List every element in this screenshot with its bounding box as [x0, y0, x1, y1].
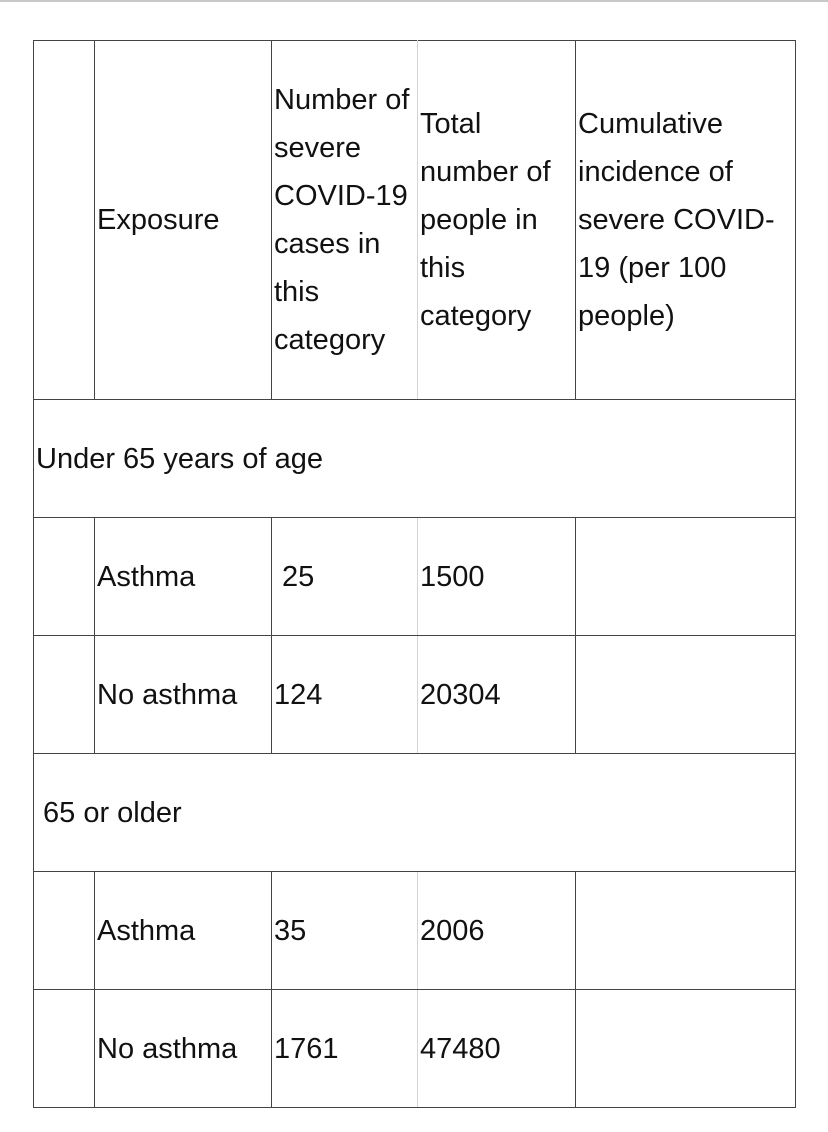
- incidence-cell: [576, 518, 796, 636]
- incidence-cell: [576, 636, 796, 754]
- header-cumulative-incidence: Cumulative incidence of severe COVID-19 (per 100 people): [576, 41, 796, 400]
- table-row: [34, 990, 796, 1108]
- cases-cell: 35: [272, 872, 418, 990]
- header-severe-cases: Number of severe COVID-19 cases in this category: [272, 41, 418, 400]
- exposure-cell: No asthma: [95, 990, 272, 1108]
- header-total-people: Total number of people in this category: [418, 41, 576, 400]
- exposure-cell: No asthma: [95, 636, 272, 754]
- group-row-under-65: [34, 400, 796, 518]
- exposure-cell: Asthma: [95, 518, 272, 636]
- table-row: [34, 518, 796, 636]
- incidence-table: [33, 40, 796, 1108]
- cases-cell: 124: [272, 636, 418, 754]
- cases-cell: 1761: [272, 990, 418, 1108]
- table-row: [34, 636, 796, 754]
- total-cell: 47480: [418, 990, 576, 1108]
- row-blank-cell: [34, 518, 95, 636]
- group-label: Under 65 years of age: [34, 400, 796, 518]
- incidence-cell: [576, 990, 796, 1108]
- group-row-65-or-older: [34, 754, 796, 872]
- group-label: 65 or older: [34, 754, 796, 872]
- row-blank-cell: [34, 872, 95, 990]
- table-header-row: [34, 41, 796, 400]
- exposure-cell: Asthma: [95, 872, 272, 990]
- top-divider: [0, 0, 828, 2]
- header-exposure: Exposure: [95, 41, 272, 400]
- total-cell: 2006: [418, 872, 576, 990]
- header-blank-cell: [34, 41, 95, 400]
- row-blank-cell: [34, 990, 95, 1108]
- row-blank-cell: [34, 636, 95, 754]
- cases-cell: 25: [272, 518, 418, 636]
- total-cell: 20304: [418, 636, 576, 754]
- incidence-cell: [576, 872, 796, 990]
- table-row: [34, 872, 796, 990]
- total-cell: 1500: [418, 518, 576, 636]
